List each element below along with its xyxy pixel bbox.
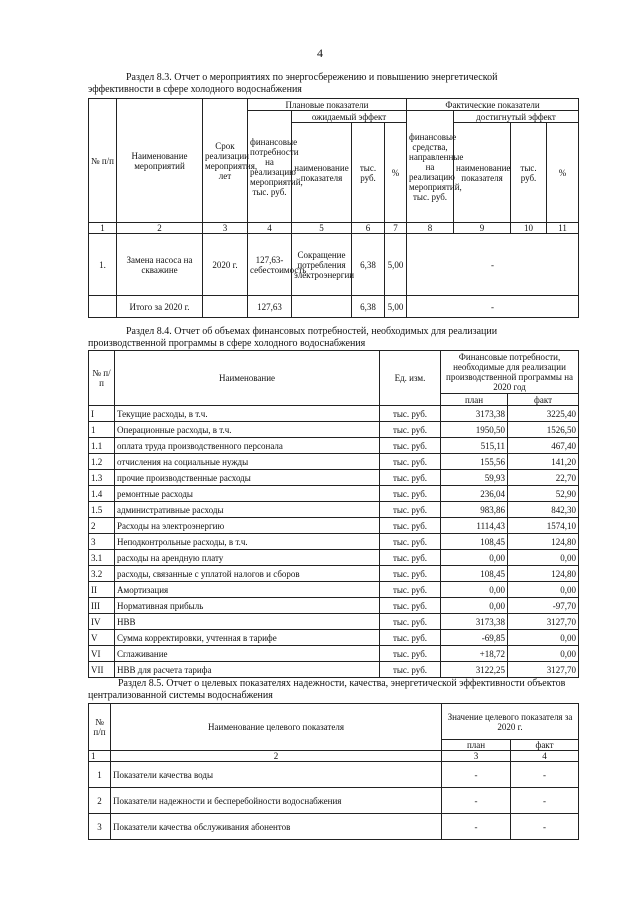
row-fact: 1526,50 xyxy=(508,422,579,438)
page-number: 4 xyxy=(317,46,323,60)
row-name: оплата труда производственного персонала xyxy=(115,438,380,454)
row-plan: - xyxy=(442,762,511,788)
table-row xyxy=(89,646,579,662)
section-8-4-heading xyxy=(88,326,576,350)
table-row xyxy=(89,454,579,470)
row-plan: -69,85 xyxy=(441,630,508,646)
row-fact: 3225,40 xyxy=(508,406,579,422)
row-fact: 22,70 xyxy=(508,470,579,486)
col-header-expected-effect: ожидаемый эффект xyxy=(292,111,407,123)
row-name: прочие производственные расходы xyxy=(115,470,380,486)
section-8-5-heading-line2: централизованной системы водоснабжения xyxy=(88,690,273,701)
table-row xyxy=(89,614,579,630)
col-header-no: № п/п xyxy=(89,351,115,406)
row-plan: 515,11 xyxy=(441,438,508,454)
row-unit: тыс. руб. xyxy=(380,662,441,678)
col-header-unit: Ед. изм. xyxy=(380,351,441,406)
col-number: 5 xyxy=(292,223,352,234)
col-header-term: Срок реализации мероприятия, лет xyxy=(203,99,248,223)
col-number: 9 xyxy=(454,223,511,234)
table-row xyxy=(89,662,579,678)
row-plan: 3173,38 xyxy=(441,614,508,630)
total-row xyxy=(89,296,579,318)
row-fact: 124,80 xyxy=(508,566,579,582)
row-no: 1.1 xyxy=(89,438,115,454)
row-no: VI xyxy=(89,646,115,662)
row-plan: 3173,38 xyxy=(441,406,508,422)
table-row xyxy=(89,814,579,840)
table-row xyxy=(89,422,579,438)
row-no: 3 xyxy=(89,814,111,840)
row-name: Замена насоса на скважине xyxy=(117,234,203,296)
row-unit: тыс. руб. xyxy=(380,438,441,454)
row-fact: 1574,10 xyxy=(508,518,579,534)
total-label: Итого за 2020 г. xyxy=(117,296,203,318)
col-header-achieved-effect: достигнутый эффект xyxy=(454,111,579,123)
column-numbers-row xyxy=(89,223,579,234)
empty-cell xyxy=(203,296,248,318)
col-header-name: Наименование целевого показателя xyxy=(111,704,442,751)
financial-needs-table xyxy=(88,350,579,678)
col-header-indicator: наименование показателя xyxy=(292,123,352,223)
table-row xyxy=(89,598,579,614)
row-fact: 0,00 xyxy=(508,582,579,598)
energy-saving-table xyxy=(88,98,579,318)
empty-cell xyxy=(89,296,117,318)
section-8-3-heading-line2: эффективности в сфере холодного водоснабжения xyxy=(88,84,302,95)
row-no: 3 xyxy=(89,534,115,550)
row-name: Неподконтрольные расходы, в т.ч. xyxy=(115,534,380,550)
row-name: НВВ xyxy=(115,614,380,630)
row-no: 2 xyxy=(89,788,111,814)
row-unit: тыс. руб. xyxy=(380,550,441,566)
row-fact: 467,40 xyxy=(508,438,579,454)
row-name: Показатели надежности и бесперебойности водоснабжения xyxy=(111,788,442,814)
row-fact: 0,00 xyxy=(508,630,579,646)
row-name: Расходы на электроэнергию xyxy=(115,518,380,534)
row-plan: 1114,43 xyxy=(441,518,508,534)
row-unit: тыс. руб. xyxy=(380,502,441,518)
row-name: НВВ для расчета тарифа xyxy=(115,662,380,678)
total-finance: 127,63 xyxy=(248,296,292,318)
row-no: 1.3 xyxy=(89,470,115,486)
row-plan: 0,00 xyxy=(441,598,508,614)
row-name: ремонтные расходы xyxy=(115,486,380,502)
table-row xyxy=(89,550,579,566)
table-row xyxy=(89,566,579,582)
col-number: 4 xyxy=(248,223,292,234)
table-row xyxy=(89,406,579,422)
row-unit: тыс. руб. xyxy=(380,518,441,534)
col-number: 4 xyxy=(511,751,579,762)
table-row xyxy=(89,788,579,814)
total-thousand-rub: 6,38 xyxy=(352,296,385,318)
row-no: III xyxy=(89,598,115,614)
row-unit: тыс. руб. xyxy=(380,470,441,486)
section-8-5-heading xyxy=(88,678,576,702)
row-fact: - xyxy=(511,762,579,788)
row-no: 1. xyxy=(89,234,117,296)
col-number: 3 xyxy=(203,223,248,234)
section-8-4-heading-line2: производственной программы в сфере холодного водоснабжения xyxy=(88,338,366,349)
row-unit: тыс. руб. xyxy=(380,582,441,598)
col-header-planned: Плановые показатели xyxy=(248,99,407,111)
row-fact: - xyxy=(511,814,579,840)
row-no: V xyxy=(89,630,115,646)
row-name: Показатели качества обслуживания абонентов xyxy=(111,814,442,840)
target-indicators-table xyxy=(88,703,579,840)
row-no: 1.2 xyxy=(89,454,115,470)
row-no: I xyxy=(89,406,115,422)
row-fact: 52,90 xyxy=(508,486,579,502)
row-no: 3.2 xyxy=(89,566,115,582)
row-name: отчисления на социальные нужды xyxy=(115,454,380,470)
col-header-plan: план xyxy=(441,394,508,406)
row-no: 2 xyxy=(89,518,115,534)
col-header-value: Значение целевого показателя за 2020 г. xyxy=(442,704,579,740)
empty-cell xyxy=(292,296,352,318)
row-unit: тыс. руб. xyxy=(380,566,441,582)
row-unit: тыс. руб. xyxy=(380,486,441,502)
row-thousand-rub: 6,38 xyxy=(352,234,385,296)
row-plan: 1950,50 xyxy=(441,422,508,438)
col-header-name: Наименование xyxy=(115,351,380,406)
col-header-thousand-rub: тыс. руб. xyxy=(352,123,385,223)
table-row xyxy=(89,630,579,646)
row-no: IV xyxy=(89,614,115,630)
col-header-no: № п/п xyxy=(89,99,117,223)
row-unit: тыс. руб. xyxy=(380,598,441,614)
row-plan: +18,72 xyxy=(441,646,508,662)
col-number: 3 xyxy=(442,751,511,762)
col-number: 11 xyxy=(547,223,579,234)
column-numbers-row xyxy=(89,751,579,762)
row-fact: 124,80 xyxy=(508,534,579,550)
row-no: 1.5 xyxy=(89,502,115,518)
row-plan: 155,56 xyxy=(441,454,508,470)
row-name: Нормативная прибыль xyxy=(115,598,380,614)
col-number: 6 xyxy=(352,223,385,234)
row-term: 2020 г. xyxy=(203,234,248,296)
row-fact: 3127,70 xyxy=(508,614,579,630)
col-header-percent: % xyxy=(385,123,407,223)
col-number: 2 xyxy=(111,751,442,762)
section-8-5-heading-line1: Раздел 8.5. Отчет о целевых показателях надежности, качества, энергетической эффективности объектов xyxy=(118,678,566,689)
col-header-fact: факт xyxy=(508,394,579,406)
row-plan: 59,93 xyxy=(441,470,508,486)
row-fact: 3127,70 xyxy=(508,662,579,678)
row-name: расходы, связанные с уплатой налогов и сборов xyxy=(115,566,380,582)
row-no: 1.4 xyxy=(89,486,115,502)
section-8-4-heading-line1: Раздел 8.4. Отчет об объемах финансовых потребностей, необходимых для реализации xyxy=(126,326,498,337)
row-plan: 983,86 xyxy=(441,502,508,518)
col-number: 10 xyxy=(511,223,547,234)
row-fact: 0,00 xyxy=(508,646,579,662)
table-row xyxy=(89,234,579,296)
col-number: 7 xyxy=(385,223,407,234)
table-row xyxy=(89,486,579,502)
table-row xyxy=(89,438,579,454)
col-header-name: Наименование мероприятий xyxy=(117,99,203,223)
row-unit: тыс. руб. xyxy=(380,406,441,422)
row-name: расходы на арендную плату xyxy=(115,550,380,566)
row-finance: 127,63- себестоимость xyxy=(248,234,292,296)
row-name: Сумма корректировки, учтенная в тарифе xyxy=(115,630,380,646)
row-fact: -97,70 xyxy=(508,598,579,614)
col-number: 1 xyxy=(89,223,117,234)
section-8-3-heading xyxy=(88,72,576,96)
row-plan: 0,00 xyxy=(441,582,508,598)
col-header-no: № п/п xyxy=(89,704,111,751)
row-name: Амортизация xyxy=(115,582,380,598)
row-unit: тыс. руб. xyxy=(380,422,441,438)
col-header-needs: Финансовые потребности, необходимые для реализации производственной программы на 2020 год xyxy=(441,351,579,394)
table-row xyxy=(89,470,579,486)
row-fact: - xyxy=(511,788,579,814)
row-name: Текущие расходы, в т.ч. xyxy=(115,406,380,422)
row-plan: 0,00 xyxy=(441,550,508,566)
col-header-planned-finance: финансовые потребности на реализацию мероприятий, тыс. руб. xyxy=(248,111,292,223)
col-header-percent-actual: % xyxy=(547,123,579,223)
row-plan: - xyxy=(442,814,511,840)
row-percent: 5,00 xyxy=(385,234,407,296)
section-8-3-heading-line1: Раздел 8.3. Отчет о мероприятиях по энергосбережению и повышению энергетической xyxy=(126,72,498,83)
row-name: Операционные расходы, в т.ч. xyxy=(115,422,380,438)
col-header-actual: Фактические показатели xyxy=(407,99,579,111)
row-effect: Сокращение потребления электроэнергии xyxy=(292,234,352,296)
row-fact: 842,30 xyxy=(508,502,579,518)
row-no: VII xyxy=(89,662,115,678)
row-name: Показатели качества воды xyxy=(111,762,442,788)
total-percent: 5,00 xyxy=(385,296,407,318)
row-name: Сглаживание xyxy=(115,646,380,662)
table-row xyxy=(89,762,579,788)
col-number: 8 xyxy=(407,223,454,234)
row-unit: тыс. руб. xyxy=(380,454,441,470)
total-actual: - xyxy=(407,296,579,318)
col-number: 2 xyxy=(117,223,203,234)
col-header-plan: план xyxy=(442,740,511,751)
col-header-indicator-actual: наименование показателя xyxy=(454,123,511,223)
row-no: 3.1 xyxy=(89,550,115,566)
row-plan: 108,45 xyxy=(441,534,508,550)
row-fact: 0,00 xyxy=(508,550,579,566)
table-row xyxy=(89,582,579,598)
col-header-fact: факт xyxy=(511,740,579,751)
row-unit: тыс. руб. xyxy=(380,614,441,630)
row-no: II xyxy=(89,582,115,598)
row-plan: - xyxy=(442,788,511,814)
table-row xyxy=(89,534,579,550)
row-actual: - xyxy=(407,234,579,296)
row-unit: тыс. руб. xyxy=(380,630,441,646)
row-no: 1 xyxy=(89,422,115,438)
row-no: 1 xyxy=(89,762,111,788)
row-plan: 3122,25 xyxy=(441,662,508,678)
row-plan: 108,45 xyxy=(441,566,508,582)
row-unit: тыс. руб. xyxy=(380,534,441,550)
financial-rows xyxy=(89,406,579,678)
row-plan: 236,04 xyxy=(441,486,508,502)
col-header-actual-finance: финансовые средства, направленные на реализацию мероприятий, тыс. руб. xyxy=(407,111,454,223)
row-name: административные расходы xyxy=(115,502,380,518)
row-unit: тыс. руб. xyxy=(380,646,441,662)
table-row xyxy=(89,518,579,534)
col-number: 1 xyxy=(89,751,111,762)
table-row xyxy=(89,502,579,518)
row-fact: 141,20 xyxy=(508,454,579,470)
col-header-thousand-rub-actual: тыс. руб. xyxy=(511,123,547,223)
